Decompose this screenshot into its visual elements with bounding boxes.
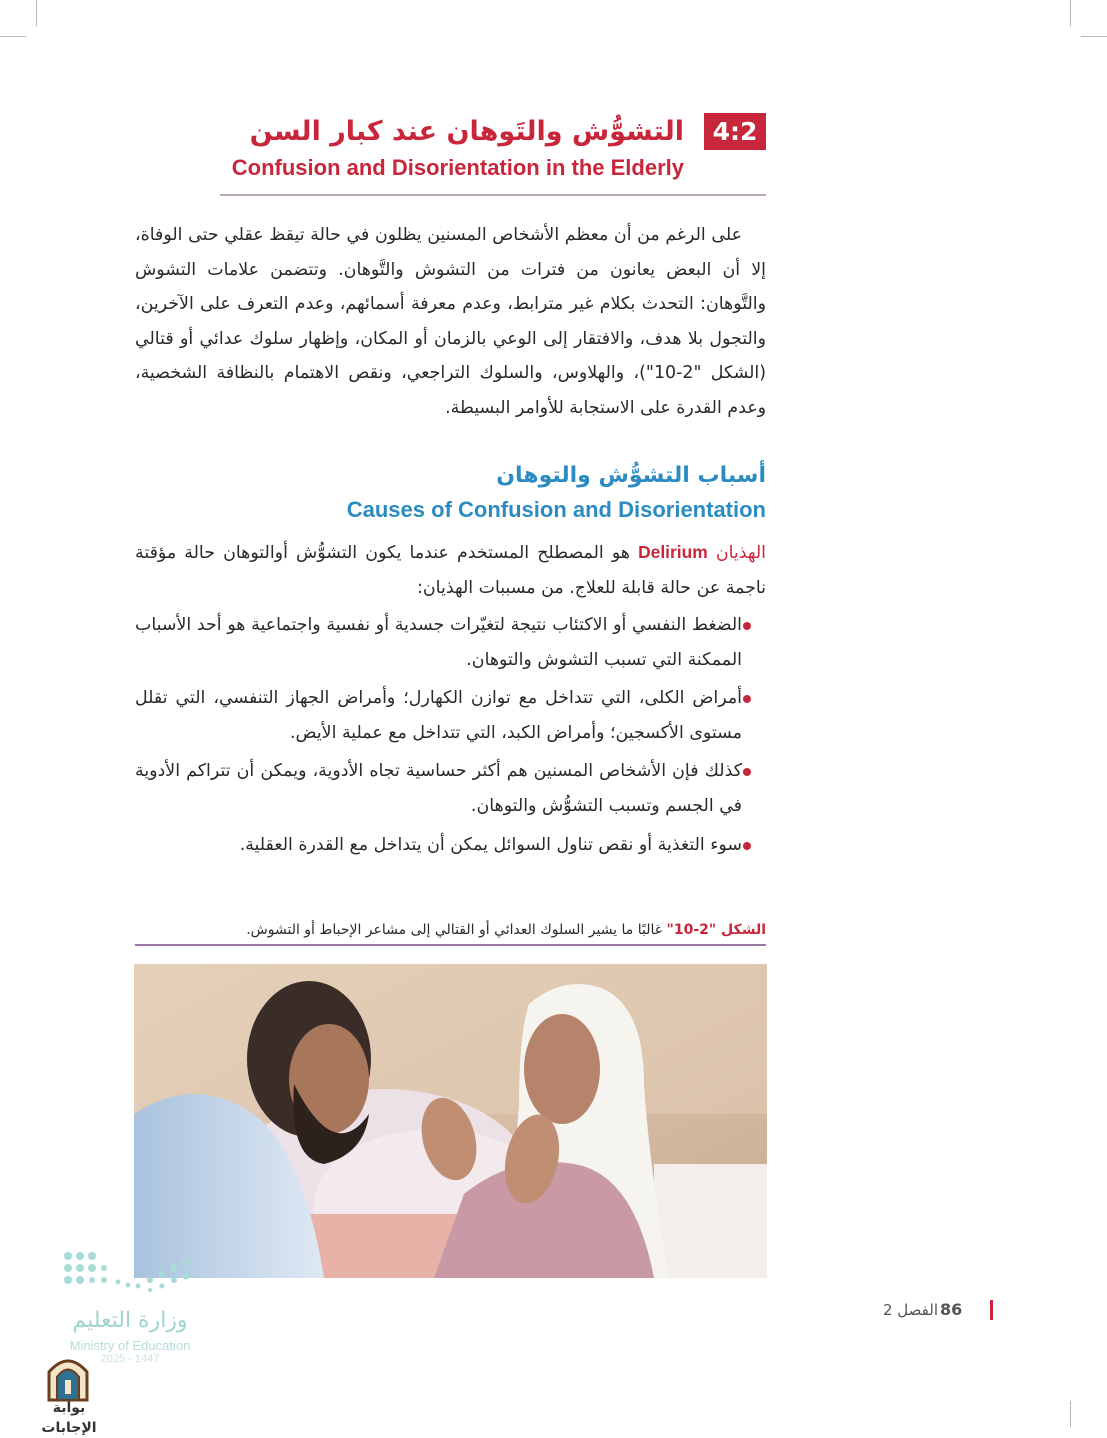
section-title-en: Confusion and Disorientation in the Elderly bbox=[231, 155, 684, 180]
list-item bbox=[135, 681, 766, 750]
intro-paragraph: على الرغم من أن معظم الأشخاص المسنين يظلون في حالة تيقظ عقلي حتى الوفاة، إلا أن البعض يعانون من فترات من التشوش والتَّوهان. وتتضمن علامات التشوش والتَّوهان: التحدث بكلام غير مترابط، وعدم معرفة أسمائهم، وعدم التعرف على الآخرين، والتجول بلا هدف، والافتقار إلى الوعي بالزمان أو المكان، وإظهار سلوك عدائي أو قتالي (الشكل "2-10")، والهلاوس، والسلوك التراجعي، ونقص الاهتمام بالنظافة الشخصية، وعدم القدرة على الاستجابة للأوامر البسيطة. bbox=[135, 225, 767, 418]
photo-illustration bbox=[134, 964, 767, 1278]
list-item-text: الضغط النفسي أو الاكتئاب نتيجة لتغيّرات جسدية أو نفسية واجتماعية هو أحد الأسباب الممكنة التي تسبب التشوش والتوهان. bbox=[135, 615, 742, 670]
page-number-bar bbox=[990, 1300, 993, 1320]
page-number: 86 bbox=[940, 1300, 963, 1319]
section-number-badge: 4:2 bbox=[704, 113, 766, 150]
crop-mark bbox=[1081, 36, 1107, 37]
crop-mark bbox=[36, 0, 37, 26]
crop-mark bbox=[0, 36, 26, 37]
title-divider bbox=[220, 194, 766, 196]
gate-logo-icon bbox=[45, 1350, 91, 1402]
chapter-label: الفصل 2 bbox=[882, 1301, 938, 1319]
crop-mark bbox=[1070, 1401, 1071, 1427]
delirium-term-ar: الهذيان bbox=[715, 543, 767, 563]
ministry-name-en: Ministry of Education bbox=[69, 1338, 191, 1353]
list-item bbox=[135, 608, 766, 677]
figure-divider bbox=[135, 944, 766, 946]
list-item-text: أمراض الكلى، التي تتداخل مع توازن الكهارل؛ وأمراض الجهاز التنفسي، التي تقلل مستوى الأكسجين؛ وأمراض الكبد، التي تتداخل مع عملية الأيض. bbox=[135, 688, 742, 743]
watermark-site-name: بوابة الإجابات bbox=[41, 1400, 97, 1436]
bullet-dot-icon bbox=[743, 622, 751, 630]
list-item-text: كذلك فإن الأشخاص المسنين هم أكثر حساسية تجاه الأدوية، ويمكن أن تتراكم الأدوية في الجسم وتسبب التشوُّش والتوهان. bbox=[135, 761, 742, 816]
crop-mark bbox=[1070, 0, 1071, 26]
ministry-year: 2025 - 1447 bbox=[100, 1353, 160, 1365]
figure-caption-text: غالبًا ما يشير السلوك العدائي أو القتالي إلى مشاعر الإحباط أو التشوش. bbox=[246, 922, 663, 938]
causes-heading-en: Causes of Confusion and Disorientation bbox=[346, 497, 766, 522]
list-item bbox=[135, 754, 766, 823]
section-title-ar: التشوُّش والتَوهان عند كبار السن bbox=[249, 116, 684, 147]
bullet-dot-icon bbox=[743, 768, 751, 776]
figure-caption bbox=[135, 917, 766, 943]
delirium-definition: هو المصطلح المستخدم عندما يكون التشوُّش أوالتوهان حالة مؤقتة ناجمة عن حالة قابلة للعلاج. من مسببات الهذيان: bbox=[135, 543, 766, 598]
bullet-dot-icon bbox=[743, 842, 751, 850]
delirium-term-en: Delirium bbox=[638, 542, 708, 562]
list-item bbox=[135, 828, 766, 863]
causes-list bbox=[135, 608, 766, 866]
ministry-logo-icon bbox=[62, 1250, 198, 1294]
list-item-text: سوء التغذية أو نقص تناول السوائل يمكن أن يتداخل مع القدرة العقلية. bbox=[239, 834, 742, 855]
causes-heading-ar: أسباب التشوُّش والتوهان bbox=[496, 463, 766, 488]
bullet-dot-icon bbox=[743, 695, 751, 703]
delirium-paragraph bbox=[135, 535, 766, 605]
figure-label: الشكل "2-10" bbox=[666, 922, 766, 938]
ministry-name-ar: وزارة التعليم bbox=[72, 1308, 188, 1333]
figure-photo bbox=[134, 964, 767, 1278]
